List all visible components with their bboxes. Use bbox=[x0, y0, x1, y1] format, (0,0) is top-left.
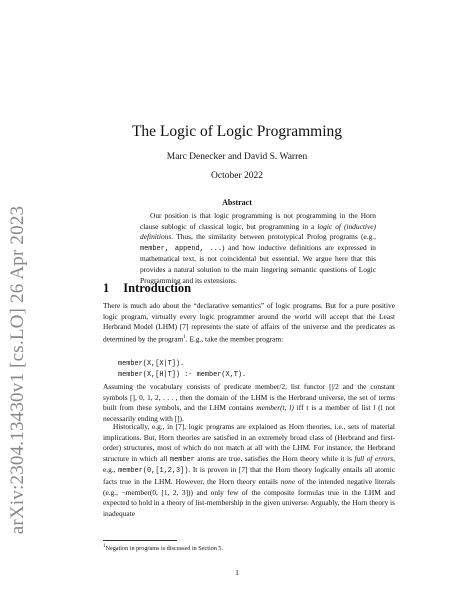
paragraph-3-italic2: none bbox=[280, 476, 296, 486]
abstract-text bbox=[140, 211, 376, 286]
paragraph-2-italic: member(t, l) bbox=[256, 403, 294, 413]
footnote-text: Negation in programs is discussed in Section 5. bbox=[105, 545, 224, 553]
paper-date: October 2022 bbox=[211, 171, 263, 181]
paper-title: The Logic of Logic Programming bbox=[131, 123, 343, 140]
paragraph-1-text: There is much ado about the “declarative semantics” of logic programs. But for a pure positive logic program, virtually every logic programmer around the world will accept that the Least Herbrand Model (LHM) [7] represents the state of affairs of the universe and the predicates as determined by the program bbox=[103, 301, 395, 344]
paragraph-3-b: atoms are true, satisfies the Horn theory while it is bbox=[194, 453, 355, 463]
arxiv-identifier-text: arXiv:2304.13430v1 [cs.LO] 26 Apr 2023 bbox=[7, 205, 28, 535]
paragraph-1-tail: . E.g., take the member program: bbox=[185, 334, 284, 344]
footnote-mark: 1 bbox=[183, 334, 186, 340]
code-line-1: member(X,[X|T]). bbox=[118, 360, 185, 368]
abstract-code: member, append, ... bbox=[140, 244, 223, 253]
paragraph-3-e: of the intended negative literals (e.g., ¬member(0, [1, 2, 3])) and only few of the composite formulas true in the LHM and expected to hold in a theory of list-membership in the given universe. Arguably, the Horn theory is inadequate bbox=[103, 476, 395, 518]
abstract-heading: Abstract bbox=[222, 198, 252, 207]
abstract-italic: logic of (inductive) definitions bbox=[140, 221, 376, 242]
arxiv-identifier bbox=[4, 150, 32, 590]
paper-authors: Marc Denecker and David S. Warren bbox=[166, 152, 308, 162]
footnote bbox=[103, 543, 395, 553]
footnote-rule bbox=[103, 540, 177, 541]
abstract-part2: . Thus, the similarity between prototypical Prolog programs (e.g., bbox=[171, 232, 376, 242]
paragraph-3-code2: member(0,[1,2,3]) bbox=[118, 467, 189, 476]
paragraph-3-c: , e.g., bbox=[103, 453, 395, 475]
section-title: Introduction bbox=[123, 281, 192, 295]
paragraph-3-italic1: full of errors bbox=[354, 453, 394, 463]
paragraph-2-b: iff t is a member of list l (l not necessarily ending with []). bbox=[103, 403, 396, 423]
paragraph-1 bbox=[103, 301, 395, 345]
section-number: 1 bbox=[103, 281, 110, 295]
paragraph-3-code1: member bbox=[169, 455, 195, 464]
page-number: 1 bbox=[235, 568, 239, 577]
paragraph-2-a: Assuming the vocabulary consists of predicate member/2, list functor [|/2 and the constant symbols [], 0, 1, 2, . . . , then the domain of the LHM is the Herbrand universe, the set of terms built from these symbols, and the LHM contains bbox=[103, 382, 395, 413]
footnote-number: 1 bbox=[103, 544, 106, 549]
abstract-part1: Our position is that logic programming is not programming in the Horn clause sublogic of classical logic, but programming in a bbox=[140, 211, 376, 231]
section-heading bbox=[103, 281, 191, 296]
paragraph-3-a: Historically, e.g., in [7], logic programs are explained as Horn theories, i.e., sets of material implications. But, Horn theories are satisfied in an extremely broad class of (Herbrand and first-order) structures, most of which do not match at all with the LHM. For instance, the Herbrand structure in which all bbox=[103, 422, 395, 463]
paragraph-3-d: . It is proven in [7] that the Horn theory logically entails all atomic facts true in the LHM. However, the Horn theory entails bbox=[103, 465, 395, 486]
paragraph-2 bbox=[103, 382, 395, 424]
paragraph-3 bbox=[103, 422, 395, 519]
abstract-part3: ) and how inductive definitions are expressed in mathematical text, is not coincidental but essential. We argue here that this provides a natural solution to the main lingering semantic questions of Logic Programming and its extensions. bbox=[140, 242, 376, 285]
code-line-2: member(X,[H|T]) :- member(X,T). bbox=[118, 371, 247, 379]
